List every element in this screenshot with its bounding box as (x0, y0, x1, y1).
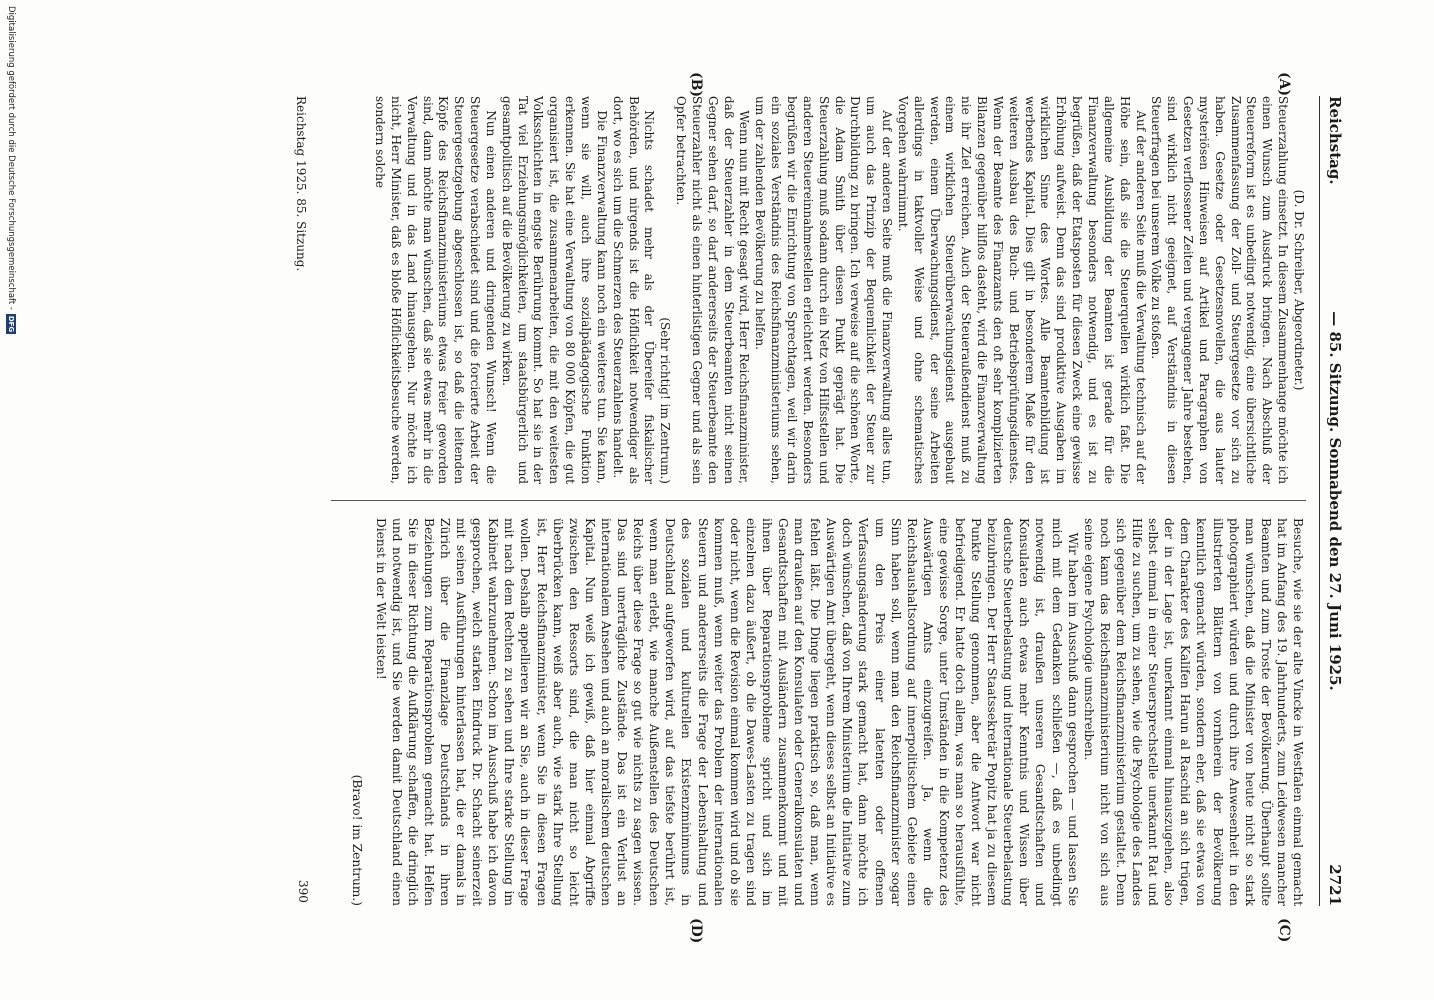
page-number: 2721 (1326, 864, 1344, 906)
right-column (348, 518, 1306, 906)
footer-session: Reichstag 1925. 85. Sitzung. (294, 96, 308, 272)
dfg-logo-icon: DFG (7, 315, 15, 333)
paragraph: Die Finanzverwaltung kann noch ein weiteres tun. Sie kann, wenn sie will, auch ihre sozialpädagogische Funktion erkennen. Sie hat eine Verwaltung von 80 000 Köpfen, die gut organisiert ist, die zusammenarbeiten, die mit den weitesten Volksschichten in engste Berührung kommt. So hat sie in der Tat viel Erziehungsmöglichkeiten, um staatsbürgerlich und gesamtpolitisch auf die Bevölkerung zu wirken. (499, 96, 609, 484)
left-column (371, 96, 1306, 484)
speaker-attribution: (D. Dr. Schreiber, Abgeordneter.) (1292, 189, 1306, 391)
paragraph: Steuerzahlung einsetzt. In diesem Zusammenhange möchte ich einen Wunsch zum Ausdruck bringen. Nach Abschluß der Steuerreform ist es unbedingt notwendig, eine übersichtliche Zusammenfassung der Zoll- und Steuergesetze vor sich zu haben. Gesetze oder Gesetzesnovellen, die aus lauter mysteriösen Hinweisen auf Artikel und Paragraphen von Gesetzen verflossener Zeiten und vergangener Jahre bestehen, sind wirklich nicht geeignet, auf Verständnis in diesen Steuerfragen bei unserem Volke zu stoßen. (1149, 96, 1291, 484)
paragraph: Auf der anderen Seite muß die Verwaltung technisch auf der Höhe sein, daß sie die Steuerquellen wirklich faßt. Die allgemeine Ausbildung der Beamten ist gerade für die Finanzverwaltung besonders notwendig, und es ist zu begrüßen, daß der Etatsposten für diesen Zweck eine gewisse Erhöhung aufweist. Denn das sind produktive Ausgaben im wirklichen Sinne des Wortes. Alle Beamtenbildung ist werbendes Kapital. Dies gilt in besonderem Maße für den weiteren Ausbau des Buch- und Betriebsprüfungsdienstes. Wenn der Beamte des Finanzamts den oft sehr komplizierten Bilanzen gegenüber hilflos dasteht, wird die Finanzverwaltung nie ihr Ziel erreichen. Auch der Steueraußendienst muß zu einem wirklichen Steuerüberwachungsdienst ausgebaut werden, einem Überwachungsdienst, der seine Arbeiten allerdings in taktvoller Weise und ohne schematisches Vorgehen wahrnimmt. (895, 96, 1148, 484)
audience-reaction: (Sehr richtig! im Zentrum.) (658, 317, 673, 484)
audience-reaction: (Bravo! im Zentrum.) (349, 774, 364, 906)
column-divider (331, 500, 1306, 501)
footer-number: 390 (296, 880, 310, 903)
paragraph: Auf der anderen Seite muß die Finanzverwaltung alles tun, um auch das Prinzip der Bequemlichkeit der Steuer zur Durchbildung zu bringen. Ich verweise auf die schönen Worte, die Adam Smith über diesen Punkt geprägt hat. Die Steuerzahlung muß sodann durch ein Netz von Hilfsstellen und anderen Steuereinnahmestellen erleichtert werden. Besonders begrüßen wir die Einrichtung von Sprechtagen, weil wir darin ein soziales Verständnis des Reichsfinanzministeriums sehen, um der zahlenden Bevölkerung zu helfen. (753, 96, 895, 484)
digitization-text: Digitalisierung gefördert durch die Deutsche Forschungsgemeinschaft - (6, 6, 16, 310)
page-header (1319, 96, 1346, 906)
paragraph: Nun einen anderen und dringenden Wunsch! Wenn die Steuergesetze verabschiedet sind und die forcierte Arbeit der Steuergesetzgebung abgeschlossen ist, so daß die leitenden Köpfe des Reichsfinanzministeriums etwas freier geworden sind, dann möchte man wünschen, daß sie etwas mehr in die Verwaltung und in das Land hinausgehen. Nur möchte ich nicht, Herr Minister, daß es bloße Höflichkeitsbesuche werden, sondern solche (373, 96, 498, 484)
paragraph: Besuche, wie sie der alte Vincke in Westfalen einmal gemacht hat im Anfang des 19. Jahrhunderts, zum Leidwesen mancher Beamten und zum Troste der Bevölkerung. Überhaupt sollte man wünschen, daß die Minister von heute nicht so stark photographiert würden und durch ihre Anwesenheit in den illustrierten Blättern von vornherein der Bevölkerung kenntlich gemacht würden, sondern eher, daß sie etwas von dem Charakter des Kalifen Harun al Raschid an sich trügen, der in der Lage ist, unerkannt einmal hinauszugehen, also selbst einmal in einer Steuersprechstelle unerkannt Rat und Hilfe zu suchen, um zu sehen, wie die Psychologie des Landes sich gegenüber dem Reichsfinanzministerium gestaltet. Denn noch kann das Reichsfinanzministerium nicht von sich aus seine eigene Psychologie umschreiben. (1081, 518, 1305, 906)
paragraph: Wenn nun mit Recht gesagt wird, Herr Reichsfinanzminister, daß der Steuerzahler in dem Steuerbeamten nicht seinen Gegner sehen darf, so darf andererseits der Steuerbeamte den Steuerzahler nicht als einen hinterlistigen Gegner und als sein Opfer betrachten. (674, 96, 752, 484)
header-left: Reichstag. (1326, 96, 1344, 185)
margin-mark-a: (A) (1276, 72, 1292, 97)
digitization-note (6, 6, 16, 334)
margin-mark-d: (D) (688, 918, 704, 944)
paragraph: Nichts schadet mehr als der Übereifer fiskalischer Behörden, und nirgends ist die Höflichkeit notwendiger als dort, wo es sich um die Schmerzen des Steuerzahlens handelt. (610, 96, 657, 484)
header-center: — 85. Sitzung. Sonnabend den 27. Juni 1925. (1326, 311, 1344, 691)
margin-mark-b: (B) (688, 72, 704, 98)
margin-mark-c: (C) (1276, 918, 1292, 943)
paragraph: Wir haben im Ausschuß dann gesprochen — und lassen Sie mich mit dem Gedanken schließen —, daß es unbedingt notwendig ist, draußen unseren Gesandtschaften und Konsulaten auch etwas mehr Kenntnis und Wissen über deutsche Steuerbelastung und internationale Steuerbelastung beizubringen. Der Herr Staatssekretär Popitz hat ja zu diesem Punkte Stellung genommen, aber die Antwort war nicht befriedigend. Er hatte doch allem, was man so herausfühlte, eine gewisse Sorge, unter Umständen in die Kompetenz des Auswärtigen Amts einzugreifen. Ja, wenn die Reichshaushaltsordnung auf innerpolitischem Gebiete einen Sinn haben soll, wenn man den Reichsfinanzminister sogar um den Preis einer latenten oder offenen Verfassungsänderung stark gemacht hat, dann möchte ich doch wünschen, daß von Ihrem Ministerium die Initiative zum Auswärtigen Amt übergeht, wenn dieses selbst an Initiative es fehlen läßt. Die Dinge liegen praktisch so, daß man, wenn man draußen auf den Konsulaten oder Generalkonsulaten und Gesandtschaften mit Ausländern zusammenkommt und mit ihnen über Reparationsprobleme spricht und sich im einzelnen dazu äußert, ob die Dawes-Lasten zu tragen sind oder nicht, wenn die Revision einmal kommen wird und ob sie kommen muß, wenn weiter das Problem der internationalen Steuern und andererseits die Frage der Lebenshaltung und des sozialen und kulturellen Existenzminimums in Deutschland aufgeworfen wird, auf das tiefste berührt ist, wenn man erlebt, wie manche Außenstellen des Deutschen Reichs über diese Frage so gut wie nichts zu sagen wissen. Das sind unerträgliche Zustände. Das ist ein Verlust an internationalem Ansehen und auch an moralischem deutschen Kapital. Nun weiß ich gewiß, daß hier einmal Abgriffe zwischen den Ressorts sind, die man nicht so leicht überbrücken kann, weiß aber auch, wie stark Ihre Stellung ist, Herr Reichsfinanzminister, wenn Sie in diesen Fragen wollen. Deshalb appellieren wir an Sie, auch in dieser Frage mit nach dem Rechten zu sehen und Ihre starke Stellung im Kabinett wahrzunehmen. Schon im Ausschuß habe ich davon gesprochen, welch starken Eindruck Dr. Schacht seinerzeit mit seinen Ausführungen hinterlassen hat, die er damals in Zürich über die Finanzlage Deutschlands in ihren Beziehungen zum Reparationsproblem gemacht hat. Helfen Sie in dieser Richtung die Aufklärung schaffen, die dringlich und notwendig ist, und Sie werden damit Deutschland einen Dienst in der Welt leisten! (373, 518, 1080, 906)
